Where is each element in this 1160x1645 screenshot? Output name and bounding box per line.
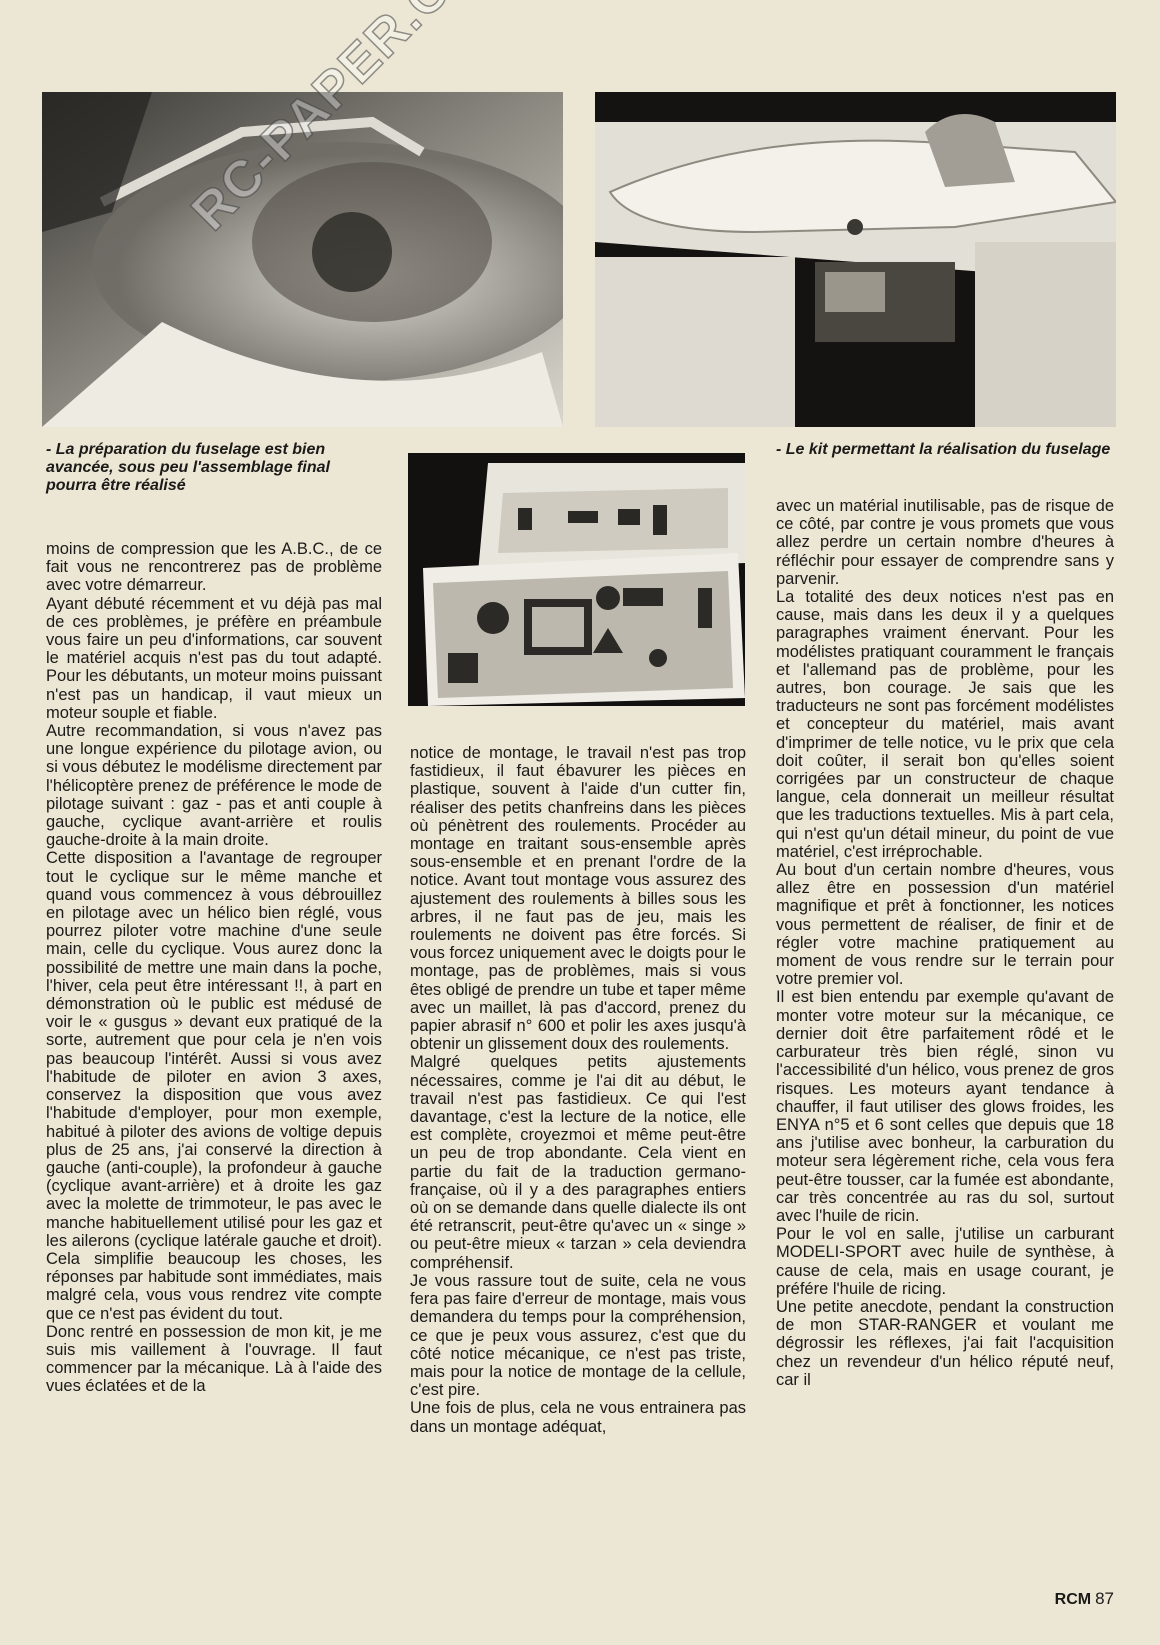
paragraph: notice de montage, le travail n'est pas trop fastidieux, il faut ébavurer les pièces en plastique, souvent à l'aide d'un cutter fin, réaliser des petits chanfreins dans les pièces où pénètrent des roulements. Procéder au montage en traitant sous-ensemble après sous-ensemble et en prenant l'ordre de la notice. Avant tout montage vous assurez des ajustement des roulements à billes sous les arbres, il ne faut pas de jeu, mais les roulements ne doivent pas être forcés. Si vous forcez uniquement avec le doigts pour le montage, pas de problèmes, mais si vous êtes obligé de prendre un tube et taper même avec un maillet, là pas d'accord, prenez du papier abrasif n° 600 et polir les axes jusqu'à obtenir un glissement doux des roulements. — [410, 744, 746, 1054]
column-middle — [410, 744, 746, 1436]
paragraph: avec un matérial inutilisable, pas de risque de ce côté, par contre je vous promets que vous allez perdre un certain nombre d'heures à réfléchir pour essayer de comprendre sans y parvenir. — [776, 497, 1114, 588]
paragraph: Il est bien entendu par exemple qu'avant de monter votre moteur sur la mécanique, ce dernier doit être parfaitement rôdé et le carburateur très bien réglé, sinon vu l'accessibilité d'un hélico, vous prenez de gros risques. Les moteurs ayant tendance à chauffer, il faut utiliser des glows froides, les ENYA n°5 et 6 sont celles que depuis que 18 ans j'utilise avec bonheur, la carburation du moteur sera légèrement riche, cela vous fera peut-être tousser, car la fumée est abondante, car très concentrée au ras du sol, surtout avec l'huile de ricin. — [776, 988, 1114, 1225]
fuselage-kit-image — [595, 92, 1116, 427]
paragraph: Malgré quelques petits ajustements nécessaires, comme je l'ai dit au début, le travail n'est pas fastidieux. Ce qui l'est davantage, c'est la lecture de la notice, elle est complète, croyezmoi et même peut-être un peu de trop abondante. Cela vient en partie du fait de la traduction germano-française, où il y a des paragraphes entiers où on se demande dans quelle dialecte ils ont été retranscrit, peut-être qu'avec un « singe » ou peut-être mieux « tarzan » cela deviendra compréhensif. — [410, 1053, 746, 1272]
paragraph: Je vous rassure tout de suite, cela ne vous fera pas faire d'erreur de montage, mais vous demandera du temps pour la compréhension, ce que je peux vous assurez, c'est que du côté notice mécanique, ce n'est pas triste, mais pour la notice de montage de la cellule, c'est pire. — [410, 1271, 746, 1400]
paragraph: La totalité des deux notices n'est pas en cause, mais dans les deux il y a quelques paragraphes vraiment énervant. Pour les modélistes pratiquant couramment le français et l'allemand pas de problème, pour les autres, bon courage. Je sais que les traducteurs ne sont pas forcément modélistes et concepteur du matériel, mais avant d'imprimer de telle notice, vu le prix que cela doit coûter, il serait bon qu'elles soient corrigées par un constructeur de chaque langue, cela donnerait un meilleur résultat que les traductions textuelles. Mis à part cela, qui n'est qu'un détail mineur, du point de vue matériel, c'est irréprochable. — [776, 588, 1114, 861]
paragraph: Pour le vol en salle, j'utilise un carburant MODELI-SPORT avec huile de synthèse, à cause de cela, mais en usage courant, je préfére l'huile de ricing. — [776, 1225, 1114, 1298]
paragraph: Au bout d'un certain nombre d'heures, vous allez être en possession d'un matériel magnifique et prêt à fonctionner, les notices vous permettent de réaliser, de finir et de régler votre machine pratiquement au moment de vous rendre sur le terrain pour votre premier vol. — [776, 861, 1114, 989]
caption-fuselage-kit: - Le kit permettant la réalisation du fuselage — [776, 441, 1111, 458]
paragraph: Une fois de plus, cela ne vous entrainera pas dans un montage adéquat, — [410, 1399, 746, 1436]
page-folio — [1055, 1589, 1114, 1609]
caption-fuselage-preparation: - La préparation du fuselage est bien avancée, sous peu l'assemblage final pourra être réalisé — [46, 441, 330, 494]
column-right — [776, 497, 1114, 1389]
boxed-kit-image — [408, 453, 745, 706]
paragraph: Cette disposition a l'avantage de regrouper tout le cyclique sur le même manche et quand vous commencez à vous débrouillez en pilotage avec un hélico bien réglé, vous pourrez piloter votre machine d'une seule main, celle du cyclique. Vous aurez donc la possibilité de mettre une main dans la poche, l'hiver, cela peut être intéressant !!, à part en démonstration où le public est médusé de voir le « gusgus » devant eux pratiqué de la sorte, autrement que pour cela je n'en vois pas beaucoup l'intérêt. Aussi si vous avez l'habitude de piloter en avion 3 axes, conservez la disposition que vous avez l'habitude d'employer, pour mon exemple, habitué à piloter des avions de voltige depuis plus de 25 ans, j'ai conservé la direction à gauche (anti-couple), la profondeur à gauche (cyclique avant-arrière) et à droite les gaz avec la molette de trimmoteur, le pas avec le manche habituellement utilisé pour les gaz et les ailerons (cyclique latérale gauche et droit). Cela simplifie beaucoup les choses, les réponses par habitude sont immédiates, mais malgré cela, vous vous rendrez vite compte que ce n'est pas évident du tout. — [46, 849, 382, 1323]
paragraph: moins de compression que les A.B.C., de ce fait vous ne rencontrerez pas de problème avec votre démarreur. — [46, 540, 382, 595]
page-number: 87 — [1095, 1589, 1114, 1608]
photo-boxed-kit — [408, 453, 745, 706]
column-left — [46, 540, 382, 1396]
paragraph: Donc rentré en possession de mon kit, je me suis mis vaillement à l'ouvrage. Il faut commencer par la mécanique. Là à l'aide des vues éclatées et de la — [46, 1322, 382, 1396]
magazine-name: RCM — [1054, 1591, 1092, 1608]
photo-fuselage-kit — [595, 92, 1116, 427]
paragraph: Autre recommandation, si vous n'avez pas une longue expérience du pilotage avion, ou si vous débutez le modélisme directement par l'hélicoptère prenez de préférence le mode de pilotage suivant : gaz - pas et anti couple à gauche, cyclique avant-arrière et roulis gauche-droite à la main droite. — [46, 722, 382, 850]
paragraph: Ayant débuté récemment et vu déjà pas mal de ces problèmes, je préfère en préambule vous faire un peu d'informations, car souvent le matériel acquis n'est pas du tout adapté. Pour les débutants, un moteur moins puissant n'est pas un handicap, il vaut mieux un moteur souple et fiable. — [46, 594, 382, 722]
paragraph: Une petite anecdote, pendant la construction de mon STAR-RANGER et voulant me dégrossir les réflexes, j'ai fait l'acquisition chez un revendeur d'un hélico réputé neuf, car il — [776, 1297, 1114, 1389]
